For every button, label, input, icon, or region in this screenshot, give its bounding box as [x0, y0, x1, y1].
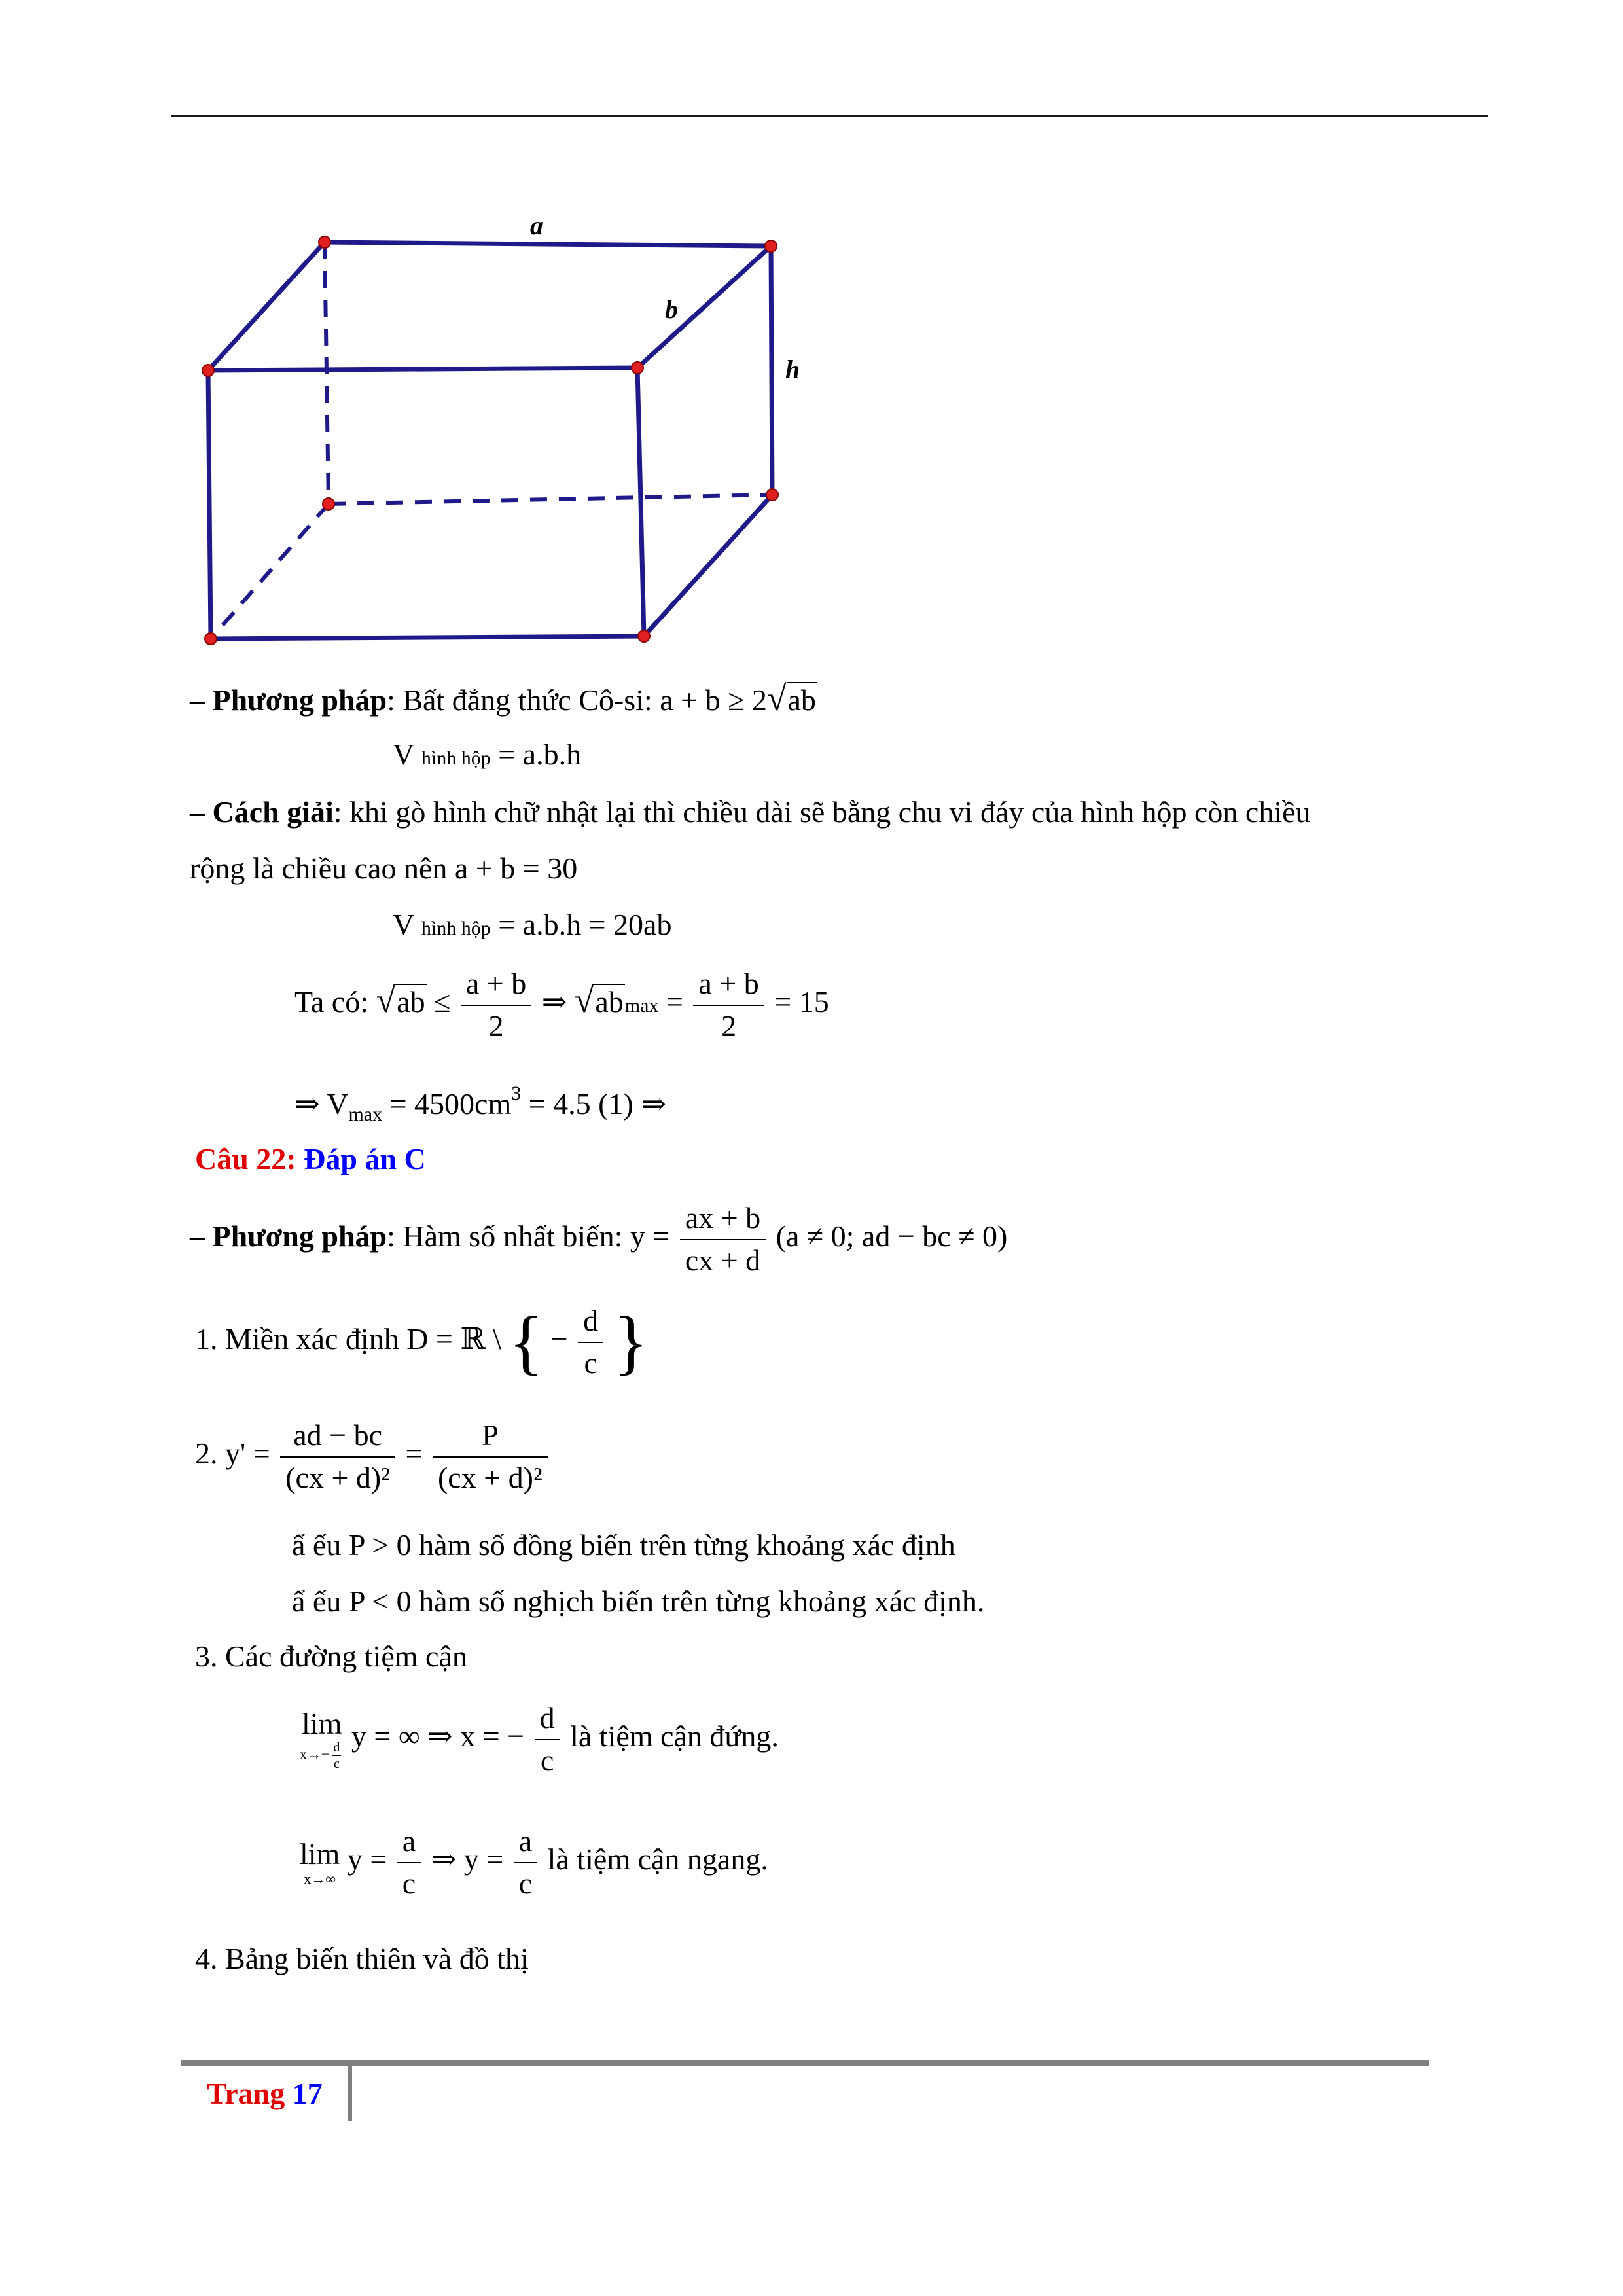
volume-line-1	[393, 740, 581, 770]
leq-symbol: ≤	[434, 985, 451, 1019]
limit-vertical	[300, 1702, 779, 1777]
footer-divider	[348, 2066, 352, 2121]
fraction: $\frac{a + b}{2}$	[693, 967, 764, 1043]
fraction: $\frac{d}{c}$	[578, 1304, 603, 1380]
item-3: 3. Các đường tiệm cận	[195, 1640, 467, 1673]
implies-symbol: ⇒	[541, 985, 567, 1019]
vertex	[323, 498, 334, 510]
volume-subscript: hình hộp	[421, 747, 491, 769]
edge-right-back	[771, 246, 772, 495]
taco-prefix: Ta có:	[294, 985, 376, 1019]
cuboid-figure	[183, 211, 800, 661]
eq-symbol: =	[666, 985, 683, 1019]
vertex	[202, 365, 214, 376]
edge-top-back	[325, 242, 771, 246]
edge-bottom-front	[211, 636, 644, 639]
vertex	[632, 362, 643, 374]
item-2-line-2: ẩ ếu P < 0 hàm số nghịch biến trên từng khoảng xác định.	[292, 1585, 985, 1618]
fraction: $\frac{P}{\text{(cx + d)²}}$	[433, 1419, 548, 1494]
vertex	[766, 489, 778, 501]
vertex	[319, 236, 330, 248]
method-condition: (a ≠ 0; ad − bc ≠ 0)	[776, 1219, 1008, 1253]
item-4: 4. Bảng biến thiên và đồ thị	[195, 1942, 529, 1975]
vmax-rest: = 4.5 (1) ⇒	[528, 1087, 666, 1121]
edge-top-right	[637, 246, 771, 368]
solution-text: : khi gò hình chữ nhật lại thì chiều dài sẽ bằng chu vi đáy của hình hộp còn chiều	[333, 795, 1311, 829]
taco-line	[294, 967, 829, 1043]
vmax-sup: 3	[511, 1083, 522, 1104]
volume-line-2	[393, 910, 671, 940]
lim-block: lim x→− $\frac{d}{c}$	[300, 1706, 342, 1772]
taco-result: = 15	[774, 985, 829, 1019]
solution-line-1	[190, 797, 1311, 827]
vertex	[638, 630, 650, 642]
edge-hidden-vertical	[325, 242, 329, 504]
sqrt-arg: ab	[595, 985, 624, 1019]
question-label: Câu 22:	[195, 1142, 304, 1175]
limit-expr: y =	[347, 1842, 395, 1876]
vmax-rhs: = 4500cm	[389, 1087, 512, 1121]
sqrt-arg: ab	[787, 683, 816, 717]
volume-rhs: = a.b.h	[498, 738, 582, 771]
volume-subscript: hình hộp	[421, 918, 491, 939]
method-line-1	[190, 681, 817, 716]
method-formula: a + b ≥ 2	[660, 683, 767, 717]
edge-right-front	[637, 368, 644, 636]
fraction: $\frac{ax + b}{cx + d}$	[680, 1202, 766, 1277]
solution-label: – Cách giải	[190, 795, 334, 829]
eq-symbol: =	[405, 1437, 423, 1471]
header-rule	[171, 115, 1488, 117]
fraction: $\frac{a}{c}$	[397, 1825, 421, 1900]
sqrt-icon: √	[766, 679, 787, 718]
method-label: – Phương pháp	[190, 683, 387, 717]
question-answer: Đáp án C	[304, 1142, 426, 1175]
question-22	[195, 1144, 426, 1174]
item-2-line-1: ẩ ếu P > 0 hàm số đồng biến trên từng khoảng xác định	[292, 1528, 955, 1562]
limit-tail: là tiệm cận đứng.	[570, 1719, 779, 1753]
solution-text-2: rộng là chiều cao nên	[190, 852, 455, 885]
edge-hidden-left	[211, 504, 329, 639]
volume-symbol: V	[393, 908, 414, 941]
vertex	[765, 240, 777, 252]
solution-line-2	[190, 853, 577, 884]
vmax-implies: ⇒ V	[294, 1087, 349, 1121]
lim-block: lim x→∞	[300, 1837, 340, 1887]
fraction: $\frac{a}{c}$	[514, 1825, 537, 1900]
item-text: 2. y' =	[195, 1437, 278, 1471]
vmax-line	[294, 1084, 666, 1124]
item-2	[195, 1419, 550, 1494]
page-footer	[207, 2079, 323, 2109]
edge-hidden-back	[329, 495, 772, 504]
limit-horizontal	[300, 1825, 768, 1900]
volume-symbol: V	[393, 738, 414, 771]
edge-left-front	[208, 370, 211, 639]
sqrt-icon: √	[376, 980, 396, 1020]
footer-label: Trang	[207, 2077, 293, 2110]
label-h: h	[785, 355, 800, 384]
brace-close: }	[613, 1302, 649, 1382]
sqrt-arg: ab	[397, 985, 425, 1019]
limit-mid: ⇒ y =	[431, 1842, 511, 1876]
footer-rule	[181, 2060, 1429, 2066]
fraction: $\frac{d}{c}$	[535, 1702, 560, 1777]
sqrt-icon: √	[574, 980, 594, 1020]
fraction: $\frac{ad - bc}{\text{(cx + d)²}}$	[280, 1419, 395, 1494]
fraction: $\frac{a + b}{2}$	[461, 967, 531, 1043]
limit-tail: là tiệm cận ngang.	[547, 1842, 768, 1876]
label-b: b	[665, 295, 678, 324]
vertex	[205, 633, 217, 645]
solution-formula: a + b = 30	[454, 852, 578, 885]
edge-top-left	[208, 242, 325, 370]
minus-symbol: −	[550, 1322, 568, 1356]
limit-expr: y = ∞ ⇒ x = −	[351, 1719, 525, 1753]
label-a: a	[530, 211, 543, 240]
max-subscript: max	[624, 995, 659, 1017]
item-1	[195, 1302, 648, 1382]
method-line-2	[190, 1202, 1007, 1277]
brace-open: {	[508, 1302, 544, 1382]
method-text: : Bất đẳng thức Cô-si:	[387, 683, 660, 717]
item-text: 1. Miền xác định D = ℝ \	[195, 1322, 509, 1356]
volume-rhs: = a.b.h = 20ab	[498, 908, 672, 941]
method-text: : Hàm số nhất biến: y =	[387, 1219, 677, 1253]
page-number: 17	[292, 2077, 323, 2110]
edge-top-front	[208, 368, 637, 370]
vmax-subscript: max	[348, 1103, 383, 1125]
method-label: – Phương pháp	[190, 1219, 387, 1253]
edge-bottom-right	[644, 495, 772, 636]
